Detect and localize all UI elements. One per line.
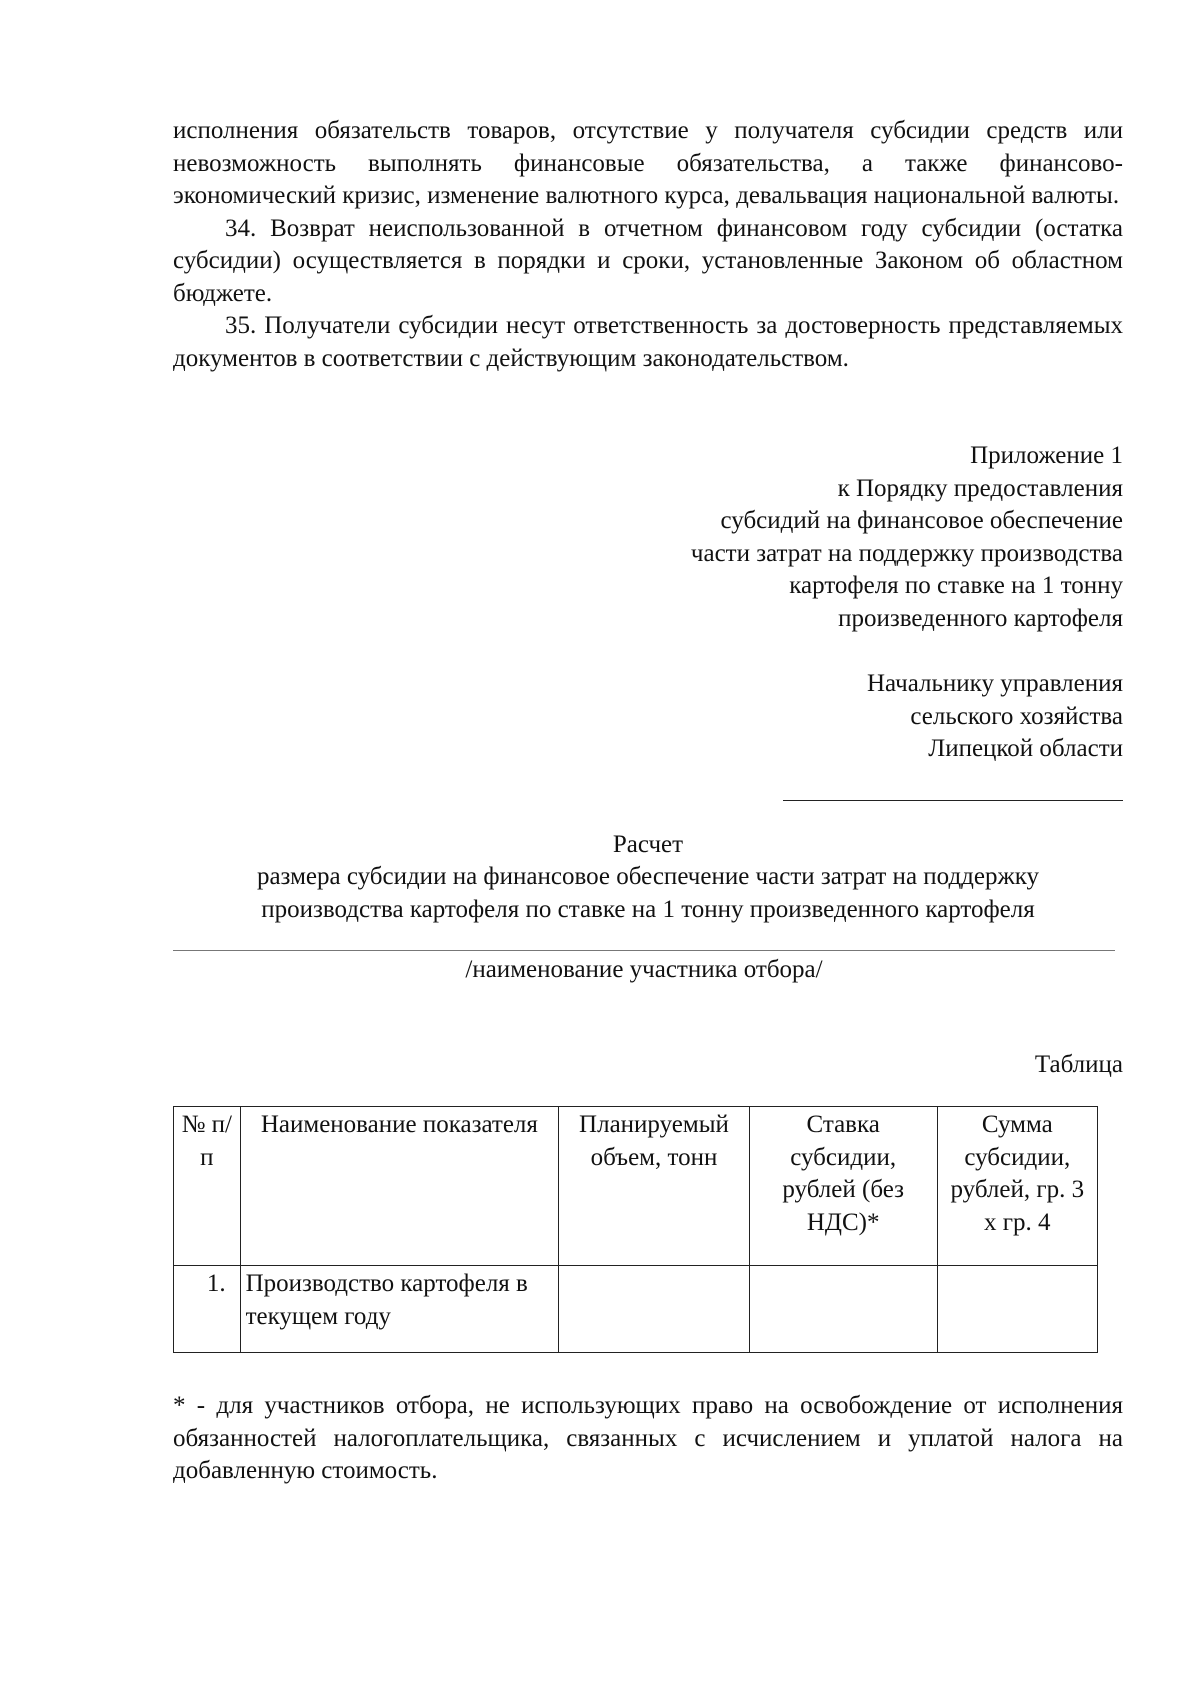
row-planned-volume[interactable] — [559, 1266, 750, 1353]
addressee-line-2: сельского хозяйства — [910, 702, 1123, 730]
participant-caption: /наименование участника отбора/ — [465, 956, 823, 983]
appendix-line-2: к Порядку предоставления — [837, 474, 1123, 502]
row-number: 1. — [174, 1266, 241, 1353]
table-header-row — [174, 1107, 1098, 1266]
appendix-line-6: произведенного картофеля — [838, 604, 1123, 632]
header-planned-volume: Планируемый объем, тонн — [559, 1107, 750, 1266]
participant-name-line[interactable] — [173, 950, 1115, 951]
header-indicator-name: Наименование показателя — [240, 1107, 559, 1266]
table-row — [174, 1266, 1098, 1353]
appendix-line-1: Приложение 1 — [970, 442, 1123, 469]
footnote: * - для участников отбора, не использующих право на освобождение от исполнения обязанностей налогоплательщика, связанных с исчислением и уплатой налога на добавленную стоимость. — [173, 1392, 1123, 1484]
calculation-title: Расчет — [612, 830, 684, 858]
calculation-table — [173, 1106, 1098, 1353]
addressee-block — [173, 668, 1123, 801]
row-subsidy-rate[interactable] — [749, 1266, 937, 1353]
row-indicator-name: Производство картофеля в текущем году — [240, 1266, 559, 1353]
row-subsidy-sum[interactable] — [937, 1266, 1097, 1353]
paragraph-continuation: исполнения обязательств товаров, отсутствие у получателя субсидии средств или невозможность выполнять финансовые обязательства, а также финансово-экономический кризис, изменение валютного курса, девальвация национальной валюты. — [173, 117, 1123, 209]
appendix-line-4: части затрат на поддержку производства — [690, 539, 1123, 567]
paragraph-34: 34. Возврат неиспользованной в отчетном финансовом году субсидии (остатка субсидии) осуществляется в порядки и сроки, установленные Законом об областном бюджете. — [173, 214, 1123, 307]
paragraph-35: 35. Получатели субсидии несут ответственность за достоверность представляемых документов в соответствии с действующим законодательством. — [173, 312, 1123, 372]
header-number: № п/п — [174, 1107, 241, 1266]
appendix-line-5: картофеля по ставке на 1 тонну — [789, 572, 1123, 599]
document-page — [173, 115, 1123, 1513]
calculation-title-block — [173, 829, 1123, 927]
header-subsidy-rate: Ставка субсидии, рублей (без НДС)* — [749, 1107, 937, 1266]
addressee-line-1: Начальнику управления — [867, 670, 1123, 697]
appendix-header — [173, 440, 1123, 635]
appendix-line-3: субсидий на финансовое обеспечение — [720, 507, 1123, 534]
calculation-subtitle-line-1: размера субсидии на финансовое обеспечение части затрат на поддержку — [256, 863, 1040, 890]
signature-line[interactable] — [783, 768, 1123, 801]
calculation-subtitle-line-2: производства картофеля по ставке на 1 тонну произведенного картофеля — [261, 895, 1035, 923]
table-label: Таблица — [1034, 1050, 1123, 1078]
addressee-line-3: Липецкой области — [928, 735, 1123, 762]
header-subsidy-sum: Сумма субсидии, рублей, гр. 3 х гр. 4 — [937, 1107, 1097, 1266]
